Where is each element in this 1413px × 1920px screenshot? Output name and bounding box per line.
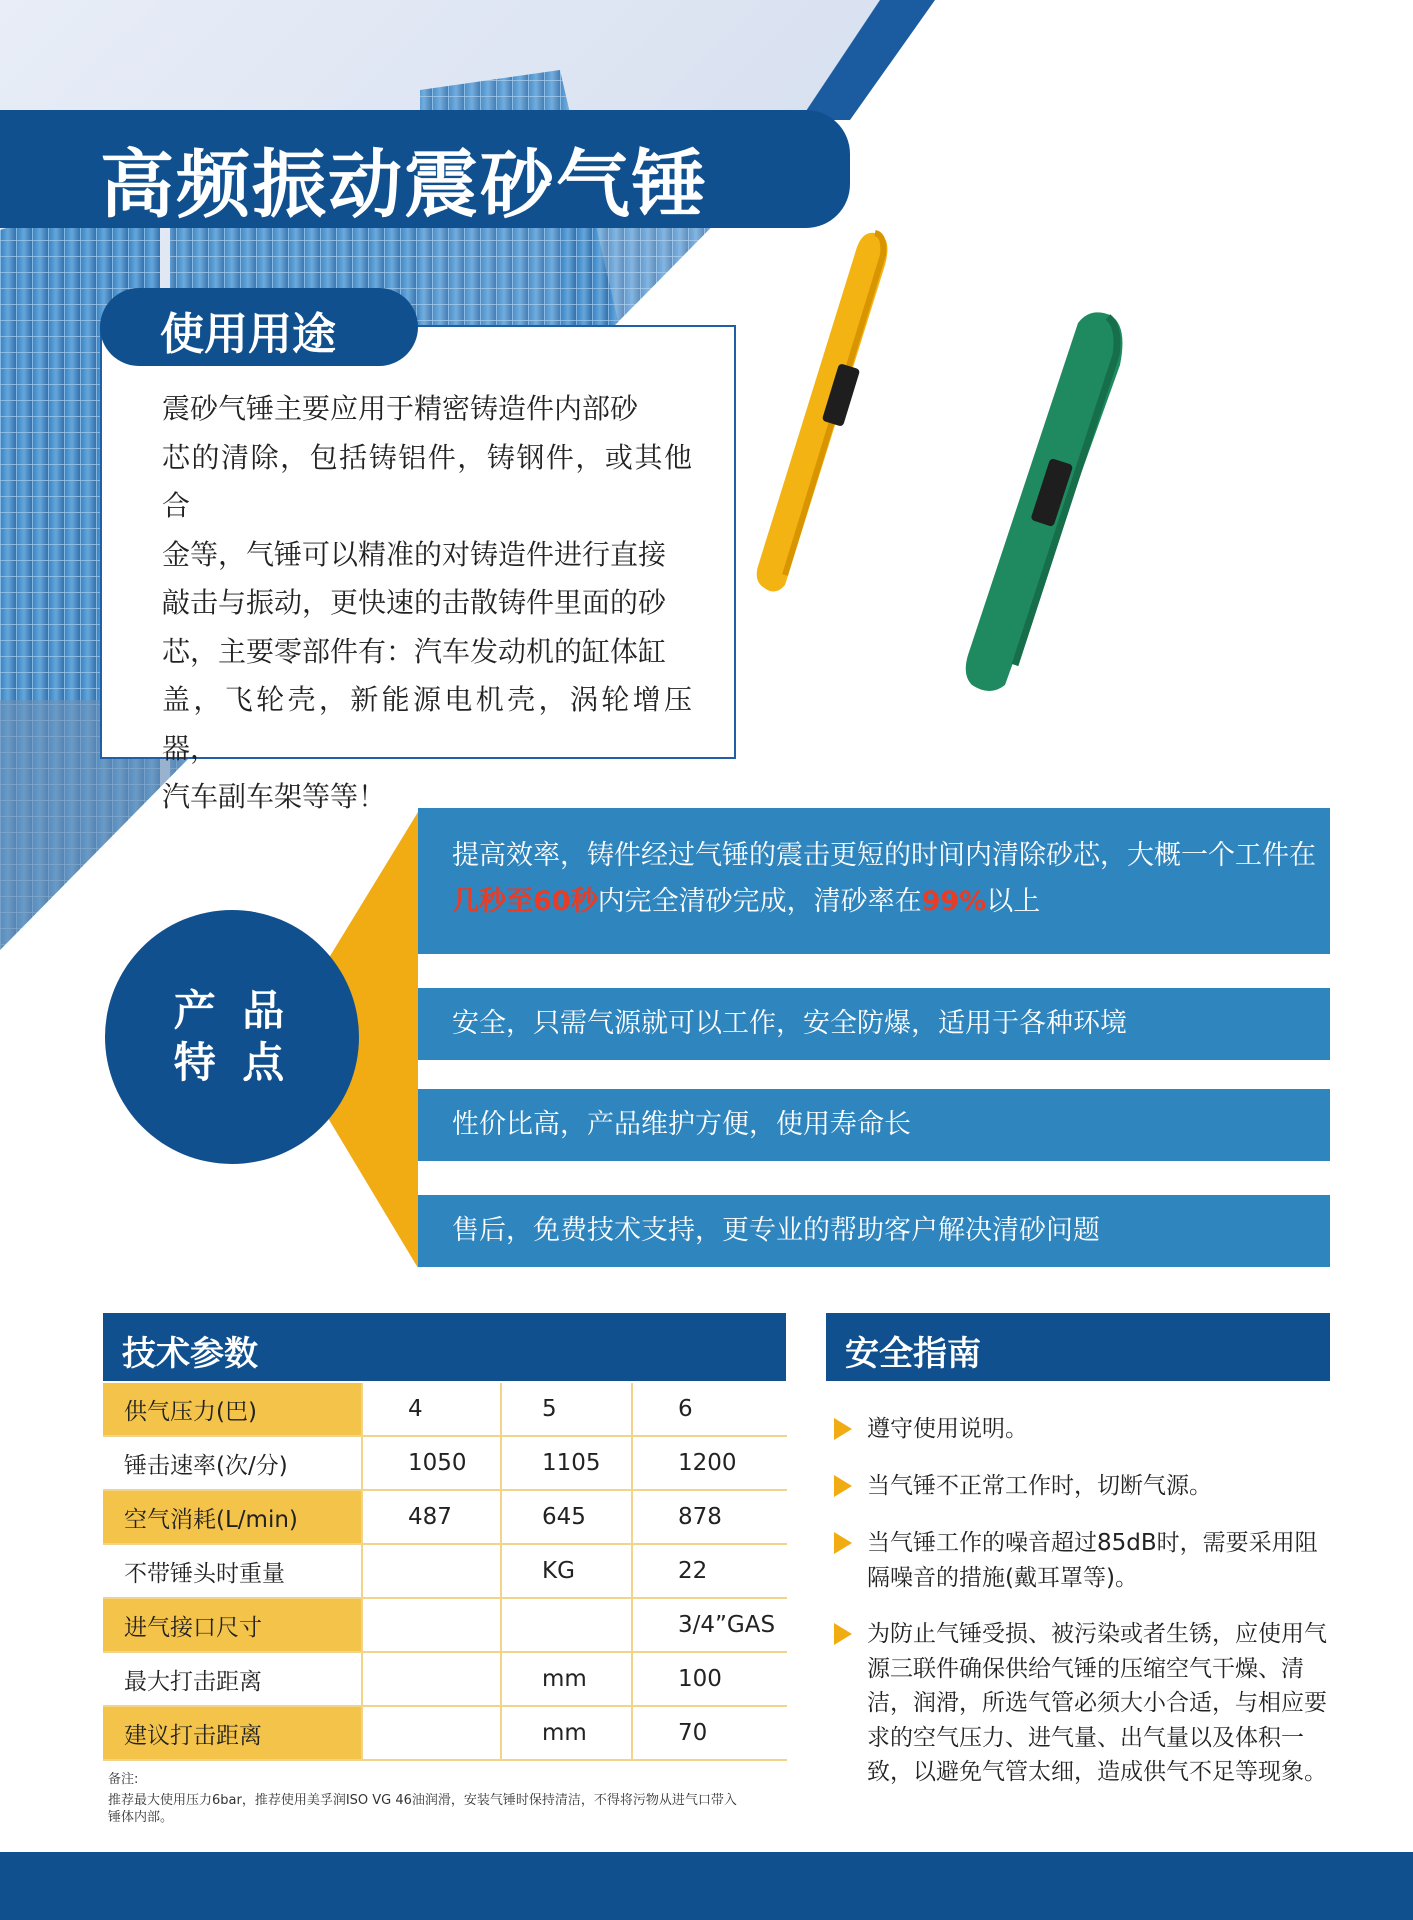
tech-heading: 技术参数: [122, 1334, 258, 1374]
feature-text: 以上: [986, 886, 1041, 917]
table-cell: 645: [542, 1504, 586, 1530]
usage-line: 汽车副车架等等！: [162, 780, 387, 813]
table-row: [103, 1490, 787, 1544]
features-heading: [105, 985, 359, 1089]
safety-item: 当气锤不正常工作时，切断气源。: [867, 1473, 1212, 1499]
green-air-hammer-image: [930, 305, 1130, 695]
usage-line: 盖，飞轮壳，新能源电机壳，涡轮增压器，: [162, 683, 692, 765]
bullet-triangle-icon: [834, 1475, 852, 1497]
table-row: [103, 1652, 787, 1706]
table-cell: mm: [542, 1666, 587, 1692]
table-label: 建议打击距离: [103, 1706, 362, 1760]
table-row: [103, 1436, 787, 1490]
table-label: 最大打击距离: [103, 1652, 362, 1706]
table-cell: 4: [408, 1396, 423, 1422]
table-label: 锤击速率(次/分): [103, 1436, 362, 1490]
table-cell: 1200: [678, 1450, 737, 1476]
features-heading-line: 特 点: [173, 1038, 291, 1087]
table-row: [103, 1544, 787, 1598]
note-line: 推荐最大使用压力6bar，推荐使用美孚润ISO VG 46油润滑，安装气锤时保持清洁，不得将污物从进气口带入: [108, 1793, 737, 1808]
table-cell: 5: [542, 1396, 557, 1422]
table-cell: 1050: [408, 1450, 467, 1476]
safety-line: 致，以避免气管太细，造成供气不足等现象。: [867, 1759, 1327, 1785]
safety-item: 遵守使用说明。: [867, 1416, 1028, 1442]
usage-text: [162, 385, 692, 822]
feature-text: 内完全清砂完成，清砂率在: [597, 886, 922, 917]
note-text: [108, 1792, 798, 1826]
table-cell: mm: [542, 1720, 587, 1746]
bullet-triangle-icon: [834, 1418, 852, 1440]
usage-line: 震砂气锤主要应用于精密铸造件内部砂: [162, 392, 639, 425]
table-cell: 878: [678, 1504, 722, 1530]
feature-highlight: 99%: [921, 886, 987, 917]
safety-line: 隔噪音的措施(戴耳罩等)。: [867, 1564, 1138, 1591]
table-cell: KG: [542, 1558, 575, 1584]
bullet-triangle-icon: [834, 1623, 852, 1645]
bullet-triangle-icon: [834, 1532, 852, 1554]
note-line: 锤体内部。: [108, 1810, 174, 1825]
table-row: [103, 1706, 787, 1760]
footer-bar: [0, 1852, 1413, 1920]
feature-efficiency: [418, 808, 1330, 954]
table-cell: 487: [408, 1504, 452, 1530]
usage-line: 芯，主要零部件有：汽车发动机的缸体缸: [162, 634, 667, 668]
table-row: [103, 1383, 787, 1436]
safety-line: 求的空气压力、进气量、出气量以及体积一: [867, 1724, 1304, 1751]
feature-highlight: 几秒至60秒: [452, 886, 598, 917]
table-row: [103, 1598, 787, 1652]
table-label: 不带锤头时重量: [103, 1544, 362, 1598]
table-cell: 1105: [542, 1450, 601, 1476]
usage-line: 芯的清除，包括铸铝件，铸钢件，或其他合: [162, 440, 692, 522]
usage-heading: 使用用途: [160, 309, 336, 360]
tech-table: [103, 1383, 787, 1761]
safety-line: 源三联件确保供给气锤的压缩空气干燥、清: [867, 1655, 1304, 1682]
safety-line: 为防止气锤受损、被污染或者生锈，应使用气: [867, 1621, 1327, 1647]
table-label: 进气接口尺寸: [103, 1598, 362, 1652]
feature-safety: 安全，只需气源就可以工作，安全防爆，适用于各种环境: [418, 988, 1330, 1060]
note-title: 备注:: [108, 1772, 139, 1787]
safety-heading: 安全指南: [845, 1334, 981, 1374]
table-cell: 6: [678, 1396, 693, 1422]
table-cell: 70: [678, 1720, 708, 1746]
table-cell: 100: [678, 1666, 722, 1692]
table-cell: 3/4”GAS: [678, 1612, 776, 1638]
table-label: 空气消耗(L/min): [103, 1490, 362, 1544]
safety-item: [867, 1617, 1337, 1790]
feature-support: 售后，免费技术支持，更专业的帮助客户解决清砂问题: [418, 1195, 1330, 1267]
usage-line: 金等，气锤可以精准的对铸造件进行直接: [162, 537, 667, 571]
safety-line: 当气锤工作的噪音超过85dB时，需要采用阻: [867, 1530, 1318, 1556]
page-title: 高频振动震砂气锤: [100, 142, 708, 228]
features-heading-line: 产 品: [173, 986, 291, 1035]
usage-line: 敲击与振动，更快速的击散铸件里面的砂: [162, 586, 667, 619]
safety-item: [867, 1526, 1337, 1595]
table-cell: 22: [678, 1558, 708, 1584]
feature-cost: 性价比高，产品维护方便，使用寿命长: [418, 1089, 1330, 1161]
safety-line: 洁，润滑，所选气管必须大小合适，与相应要: [867, 1690, 1327, 1716]
yellow-air-hammer-image: [725, 225, 900, 600]
table-label: 供气压力(巴): [103, 1383, 362, 1436]
feature-text: 提高效率，铸件经过气锤的震击更短的时间内清除砂芯，大概一个工件在: [452, 840, 1316, 871]
